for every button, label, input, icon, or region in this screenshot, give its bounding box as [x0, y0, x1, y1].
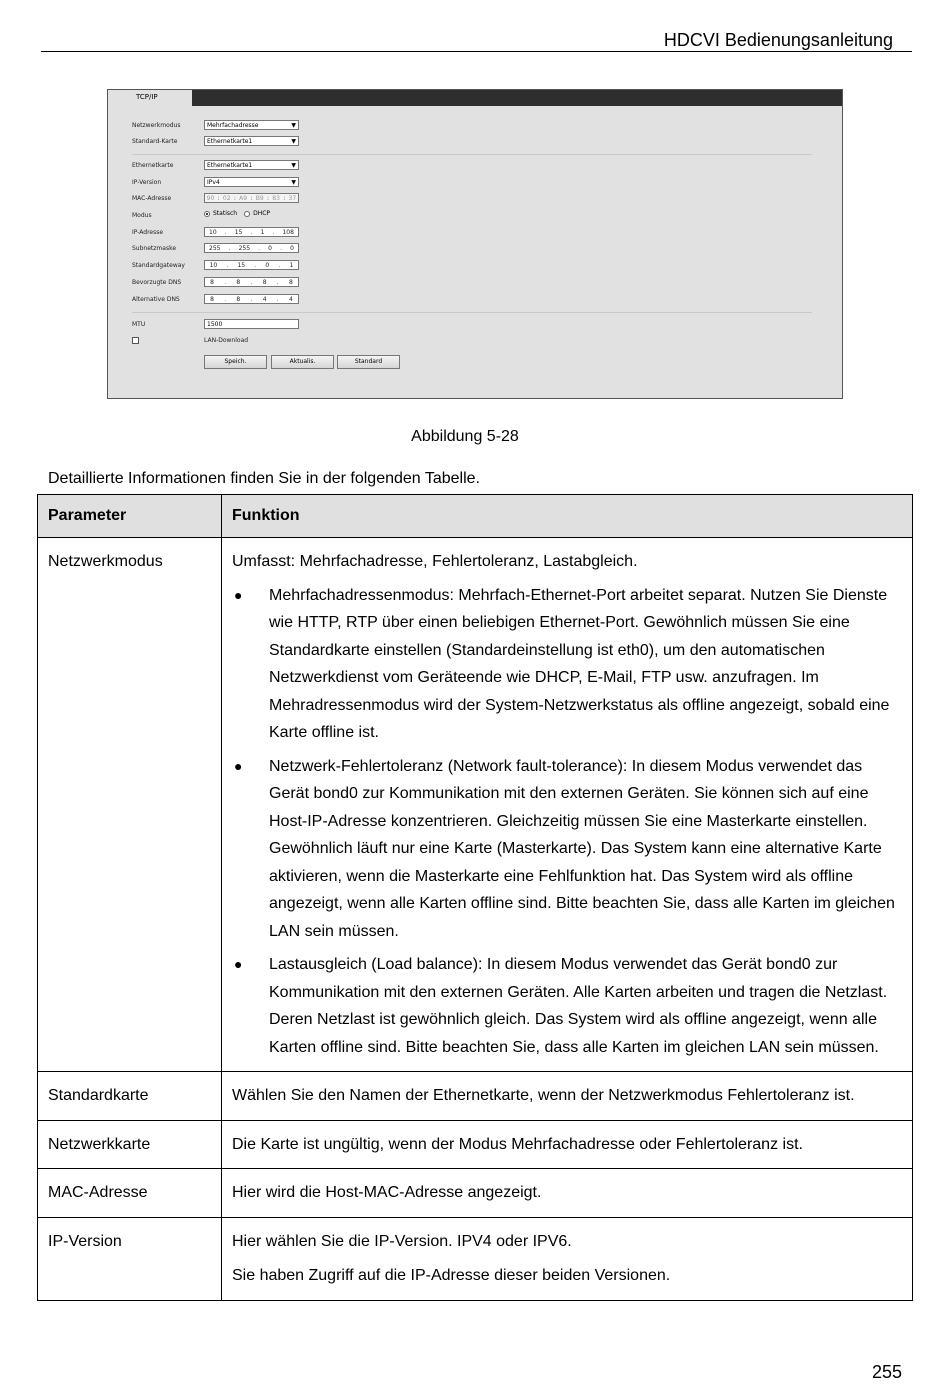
list-item: [232, 582, 902, 747]
select-value: IPv4: [207, 179, 220, 186]
tab-tcpip[interactable]: TCP/IP: [108, 90, 192, 107]
lan-download-label: LAN-Download: [204, 337, 249, 344]
octet: 0: [290, 245, 294, 252]
octet: 1: [289, 262, 294, 269]
function-cell: Hier wird die Host-MAC-Adresse angezeigt.: [222, 1169, 913, 1218]
octet: 8: [236, 296, 241, 303]
standard-karte-select[interactable]: [204, 136, 299, 146]
octet: 255: [209, 245, 221, 252]
octet: 8: [236, 279, 241, 286]
ethernetkarte-select[interactable]: [204, 160, 299, 170]
octet: 8: [210, 296, 214, 303]
octet: 4: [262, 296, 267, 303]
param-cell: Standardkarte: [38, 1072, 222, 1121]
field-subnetzmaske: [132, 243, 812, 255]
parameter-table: [37, 494, 913, 1301]
octet: 8: [210, 279, 214, 286]
radio-dhcp[interactable]: [244, 211, 250, 217]
function-cell: [222, 538, 913, 1072]
field-label: Subnetzmaske: [132, 245, 177, 252]
field-alternative-dns: [132, 294, 812, 306]
screenshot-title-bar: [108, 90, 842, 106]
document-header-title: HDCVI Bedienungsanleitung: [663, 30, 893, 50]
field-label: Modus: [132, 212, 152, 219]
field-label: Bevorzugte DNS: [132, 279, 182, 286]
field-label: Standard-Karte: [132, 138, 178, 145]
octet: 10: [209, 262, 218, 269]
column-header: Parameter: [38, 495, 222, 538]
field-label: Standardgateway: [132, 262, 185, 269]
field-label: MTU: [132, 321, 146, 328]
select-value: Ethernetkarte1: [207, 138, 253, 145]
subnet-mask-input[interactable]: 255 . 255 . 0 . 0: [204, 243, 299, 253]
field-standard-karte: [132, 136, 812, 148]
param-cell: MAC-Adresse: [38, 1169, 222, 1218]
refresh-button[interactable]: Aktualis.: [271, 355, 334, 369]
preferred-dns-input[interactable]: 8 . 8 . 8 . 8: [204, 277, 299, 287]
field-netzwerkmodus: [132, 120, 812, 132]
octet: 0: [268, 245, 272, 252]
section-divider: [132, 154, 812, 155]
column-header: Funktion: [222, 495, 913, 538]
param-cell: IP-Version: [38, 1217, 222, 1300]
table-row: [38, 1217, 913, 1300]
intro-text: Detaillierte Informationen finden Sie in der folgenden Tabelle.: [48, 470, 480, 487]
radio-label: Statisch: [213, 210, 238, 217]
octet: 255: [238, 245, 251, 252]
octet: 15: [234, 229, 243, 236]
ip-version-select[interactable]: [204, 177, 299, 187]
octet: 8: [262, 279, 267, 286]
field-label: IP-Version: [132, 179, 162, 186]
lan-download-checkbox[interactable]: [132, 337, 139, 344]
function-cell: Die Karte ist ungültig, wenn der Modus Mehrfachadresse oder Fehlertoleranz ist.: [222, 1120, 913, 1169]
field-label: Ethernetkarte: [132, 162, 174, 169]
field-ip-version: [132, 177, 812, 189]
section-divider: [132, 312, 812, 313]
mtu-input[interactable]: 1500: [204, 319, 299, 329]
field-standardgateway: [132, 260, 812, 272]
chevron-down-icon: ▼: [291, 162, 296, 169]
table-row: [38, 538, 913, 1072]
octet: 108: [282, 229, 294, 236]
bullet-text: Netzwerk-Fehlertoleranz (Network fault-tolerance): In diesem Modus verwendet das Gerät bond0 zur Kommunikation mit den externen Geräten. Sie können sich auf eine Host-IP-Adresse konzentrieren. Gleichzeitig müssen Sie eine Masterkarte einstellen. Gewöhnlich läuft nur eine Karte (Masterkarte). Das System kann eine alternative Karte aktivieren, wenn die Masterkarte eine Fehlfunktion hat. Das System wird als offline angezeigt, wenn alle Karten offline sind. Bitte beachten Sie, dass alle Karten im gleichen LAN sein müssen.: [269, 757, 895, 940]
field-mac-adresse: [132, 193, 812, 205]
header-rule: [41, 51, 912, 52]
table-header-row: [38, 495, 913, 538]
octet: B9: [255, 195, 264, 202]
bullet-list: [232, 582, 902, 1062]
bullet-icon: ●: [234, 956, 243, 972]
table-row: [38, 1120, 913, 1169]
octet: 10: [209, 229, 217, 236]
mac-address-field: 90 : 02 : A9 : B9 : 83 : 37: [204, 193, 299, 203]
select-value: Mehrfachadresse: [207, 122, 259, 129]
octet: 83: [272, 195, 280, 202]
save-button[interactable]: Speich.: [204, 355, 267, 369]
select-value: Ethernetkarte1: [207, 162, 253, 169]
field-label: Alternative DNS: [132, 296, 180, 303]
bullet-text: Mehrfachadressenmodus: Mehrfach-Ethernet-Port arbeitet separat. Nutzen Sie Dienste wie HTTP, RTP über einen beliebigen Ethernet-Port. Gewöhnlich müssen Sie eine Standardkarte einstellen (Standardeinstellung ist eth0), um den automatischen Netzwerkdienst vom Geräteende wie DHCP, E-Mail, FTP usw. anzufragen. Im Mehradressenmodus wird der System-Netzwerkstatus als offline angezeigt, sobald eine Karte offline ist.: [269, 586, 890, 741]
function-cell: Wählen Sie den Namen der Ethernetkarte, wenn der Netzwerkmodus Fehlertoleranz ist.: [222, 1072, 913, 1121]
octet: 37: [288, 195, 297, 202]
page-number: 255: [871, 1362, 902, 1382]
field-label: Netzwerkmodus: [132, 122, 181, 129]
function-text: Umfasst: Mehrfachadresse, Fehlertoleranz, Lastabgleich.: [232, 553, 638, 570]
function-cell: [222, 1217, 913, 1300]
octet: 90: [206, 195, 215, 202]
octet: 1: [260, 229, 265, 236]
list-item: [232, 753, 902, 946]
radio-statisch[interactable]: [204, 211, 210, 217]
field-lan-download: [132, 337, 812, 349]
field-ip-adresse: [132, 227, 812, 239]
table-row: [38, 1169, 913, 1218]
octet: 15: [237, 262, 246, 269]
chevron-down-icon: ▼: [291, 138, 296, 145]
octet: 02: [222, 195, 231, 202]
chevron-down-icon: ▼: [291, 179, 296, 186]
param-cell: Netzwerkmodus: [38, 538, 222, 1072]
field-bevorzugte-dns: [132, 277, 812, 289]
figure-caption: Abbildung 5-28: [411, 428, 519, 445]
octet: A9: [239, 195, 248, 202]
field-mtu: [132, 319, 812, 331]
bullet-icon: ●: [234, 586, 243, 603]
octet: 8: [288, 279, 293, 286]
bullet-icon: ●: [234, 757, 243, 774]
field-label: MAC-Adresse: [132, 195, 172, 202]
octet: 0: [265, 262, 270, 269]
list-item: [232, 951, 902, 1061]
function-text: Hier wählen Sie die IP-Version. IPV4 oder IPV6.: [232, 1232, 572, 1250]
alternative-dns-input[interactable]: 8 . 8 . 4 . 4: [204, 294, 299, 304]
chevron-down-icon: ▼: [291, 122, 296, 129]
table-row: [38, 1072, 913, 1121]
param-cell: Netzwerkkarte: [38, 1120, 222, 1169]
field-ethernetkarte: [132, 160, 812, 172]
octet: 4: [288, 296, 293, 303]
modus-radio-group: [204, 210, 270, 217]
function-text: Sie haben Zugriff auf die IP-Adresse dieser beiden Versionen.: [232, 1267, 671, 1284]
field-label: IP-Adresse: [132, 229, 164, 236]
netzwerkmodus-select[interactable]: [204, 120, 299, 130]
bullet-text: Lastausgleich (Load balance): In diesem Modus verwendet das Gerät bond0 zur Kommunikation mit den externen Geräten. Alle Karten arbeiten und tragen die Netzlast. Deren Netzlast ist gewöhnlich gleich. Das System wird als offline angezeigt, wenn alle Karten offline sind. Bitte beachten Sie, dass alle Karten im gleichen LAN sein müssen.: [269, 956, 888, 1056]
default-button[interactable]: Standard: [337, 355, 400, 369]
field-modus: [132, 210, 812, 222]
gateway-input[interactable]: 10 . 15 . 0 . 1: [204, 260, 299, 270]
ip-address-input[interactable]: 10 . 15 . 1 . 108: [204, 227, 299, 237]
radio-label: DHCP: [253, 210, 271, 217]
tcpip-screenshot: [107, 89, 843, 399]
